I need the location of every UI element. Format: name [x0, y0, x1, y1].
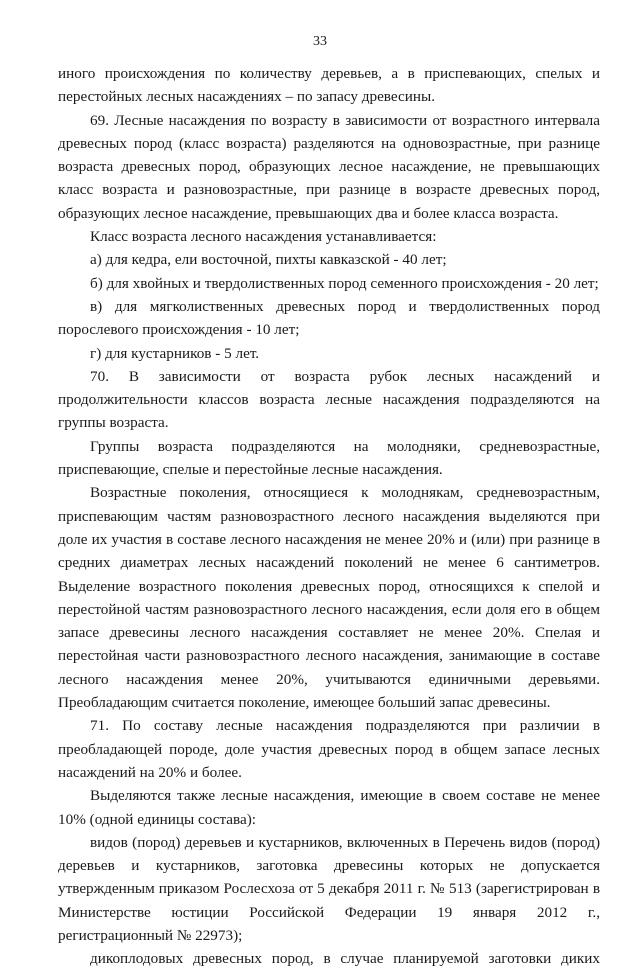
paragraph: Группы возраста подразделяются на молодняки, средневозрастные, приспевающие, спелые и перестойные лесные насаждения. [58, 437, 600, 479]
paragraph: Возрастные поколения, относящиеся к молоднякам, средневозрастным, приспевающим частям разновозрастного лесного насаждения выделяются при доле их участия в составе лесного насаждения не менее 20% и (или) при разнице в средних диаметрах лесных насаждений поколений не менее 6 сантиметров. Выделение возрастного поколения древесных пород, относящихся к спелой и перестойной частям разновозрастного лесного насаждения, если доля его в общем запасе древесины лесного насаждения составляет не менее 20%. Спелая и перестойная части разновозрастного лесного насаждения, занимающие в составе лесного насаждения менее 20%, учитываются единичными деревьями. Преобладающим считается поколение, имеющее больший запас древесины. [58, 484, 600, 712]
paragraph: Класс возраста лесного насаждения устанавливается: [90, 228, 437, 246]
list-item: г) для кустарников - 5 лет. [90, 344, 260, 362]
paragraph: видов (пород) деревьев и кустарников, включенных в Перечень видов (пород) деревьев и кустарников, заготовка древесины которых не допускается утвержденным приказом Рослесхоза от 5 декабря 2011 г. № 513 (зарегистрирован в Министерстве юстиции Российской Федерации 19 января 2012 г., регистрационный № 22973); [58, 833, 600, 944]
paragraph: 71. По составу лесные насаждения подразделяются при различии в преобладающей породе, доле участия древесных пород в общем запасе лесных насаждений на 20% и более. [58, 717, 600, 781]
paragraph: Выделяются также лесные насаждения, имеющие в своем составе не менее 10% (одной единицы состава): [58, 787, 600, 828]
document-body [58, 62, 600, 971]
list-item: а) для кедра, ели восточной, пихты кавказской - 40 лет; [90, 251, 447, 269]
paragraph: 70. В зависимости от возраста рубок лесных насаждений и продолжительности классов возраста лесные насаждения подразделяются на группы возраста. [58, 367, 600, 432]
paragraph: дикоплодовых древесных пород, в случае планируемой заготовки диких [90, 950, 600, 968]
paragraph: иного происхождения по количеству деревьев, а в приспевающих, спелых и перестойных лесных насаждениях – по запасу древесины. [58, 65, 600, 106]
paragraph: 69. Лесные насаждения по возрасту в зависимости от возрастного интервала древесных пород (класс возраста) разделяются на одновозрастные, при разнице возраста древесных пород, образующих лесное насаждение, не превышающих класс возраста и разновозрастные, при разнице в возрасте древесных пород, образующих лесное насаждение, превышающих два и более класса возраста. [58, 111, 600, 222]
page-number: 33 [313, 34, 327, 49]
list-item: в) для мягколиственных древесных пород и твердолиственных пород порослевого происхождения - 10 лет; [58, 297, 600, 339]
list-item: б) для хвойных и твердолиственных пород семенного происхождения - 20 лет; [90, 274, 599, 292]
